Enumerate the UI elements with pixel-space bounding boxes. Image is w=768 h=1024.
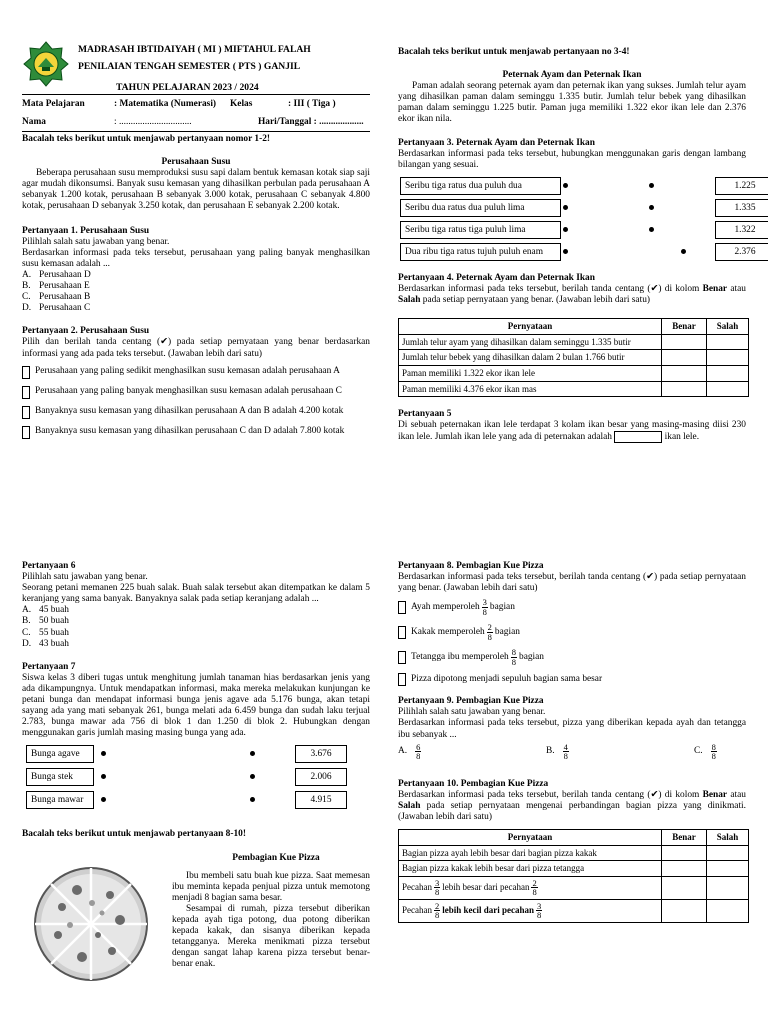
- q2-item-2[interactable]: Perusahaan yang paling banyak menghasilkan susu kemasan adalah perusahaan C: [22, 386, 370, 399]
- q7-dot-left-3[interactable]: [101, 797, 106, 802]
- q3-dot-right-3[interactable]: [649, 227, 654, 232]
- q7-right-3[interactable]: 4.915: [295, 791, 347, 809]
- section2-text: Paman adalah seorang peternak ayam dan peternak ikan yang sukses. Jumlah telur ayam yang dihasilkan paman dalam seminggu 1.335 butir. Jumlah telur bebek yang dihasilkan paman dalam seminggu 1.225 butir. Paman juga memiliki 1.322 ekor ikan lele dan 2.376 ekor ikan nila.: [398, 81, 746, 125]
- q10-table: Pernyataan Benar Salah Bagian pizza ayah lebih besar dari bagian pizza kakak Bagian pizza kakak lebih besar dari pizza tetangga Pecahan $\frac{3}{8}$ lebih besar dari pecahan $\frac{2}{8}$ Pecahan $\frac{2}{8}$ lebih kecil dari pecahan $\frac{3}{8}$: [398, 829, 749, 923]
- left-bottom-column: [22, 561, 370, 993]
- section3-title: Pembagian Kue Pizza: [232, 852, 320, 863]
- q6-option-a[interactable]: A. 45 buah: [22, 605, 69, 616]
- q6-option-d[interactable]: D. 43 buah: [22, 638, 69, 649]
- school-logo-icon: [22, 40, 70, 88]
- q6-text: Seorang petani memanen 225 buah salak. Buah salak tersebut akan ditempatkan ke dalam 5 keranjang yang sama banyak. Banyaknya salak pada setiap keranjang adalah ...: [22, 583, 370, 605]
- q1-instruction: Pilihlah salah satu jawaban yang benar.: [22, 236, 170, 247]
- q6-option-c[interactable]: C. 55 buah: [22, 627, 69, 638]
- checkbox[interactable]: [398, 673, 406, 686]
- q1-option-d[interactable]: D. Perusahaan C: [22, 303, 91, 314]
- q7-right-1[interactable]: 3.676: [295, 745, 347, 763]
- benar-cell[interactable]: [662, 350, 707, 366]
- salah-cell[interactable]: [706, 334, 748, 350]
- checkbox[interactable]: [22, 366, 30, 379]
- table-row: Bagian pizza kakak lebih besar dari pizza tetangga: [399, 861, 749, 877]
- q3-text: Berdasarkan informasi pada teks tersebut, hubungkan menggunakan garis dengan lambang bilangan yang sesuai.: [398, 148, 746, 170]
- q7-right-2[interactable]: 2.006: [295, 768, 347, 786]
- q3-right-3[interactable]: 1.322: [715, 221, 768, 239]
- benar-cell[interactable]: [662, 861, 707, 877]
- table-row: Jumlah telur bebek yang dihasilkan dalam 2 bulan 1.766 butir: [399, 350, 749, 366]
- checkbox[interactable]: [398, 651, 406, 664]
- salah-cell[interactable]: [706, 899, 748, 922]
- q3-right-4[interactable]: 2.376: [715, 243, 768, 261]
- right-top-column: [398, 47, 756, 444]
- q7-title: Pertanyaan 7: [22, 661, 76, 672]
- date-field[interactable]: Hari/Tanggal : ...................: [258, 117, 364, 127]
- q7-left-3[interactable]: Bunga mawar: [26, 791, 94, 809]
- school-name: MADRASAH IBTIDAIYAH ( MI ) MIFTAHUL FALAH: [78, 44, 311, 55]
- name-field[interactable]: : ...............................: [114, 117, 192, 127]
- school-header: [22, 40, 370, 98]
- q7-dot-right-3[interactable]: [250, 797, 255, 802]
- q1-option-b[interactable]: B. Perusahaan E: [22, 281, 90, 292]
- checkbox[interactable]: [22, 406, 30, 419]
- q10-title: Pertanyaan 10. Pembagian Kue Pizza: [398, 778, 549, 789]
- table-row: Bagian pizza ayah lebih besar dari bagian pizza kakak: [399, 845, 749, 861]
- section1-title: Perusahaan Susu: [161, 157, 231, 168]
- q7-dot-right-2[interactable]: [250, 774, 255, 779]
- q3-dot-left-4[interactable]: [563, 249, 568, 254]
- q3-dot-right-1[interactable]: [649, 183, 654, 188]
- salah-cell[interactable]: [706, 365, 748, 381]
- q3-left-2[interactable]: Seribu dua ratus dua puluh lima: [400, 199, 561, 217]
- section2-intro: Bacalah teks berikut untuk menjawab pertanyaan no 3-4!: [398, 47, 630, 57]
- q1-option-a[interactable]: A. Perusahaan D: [22, 269, 91, 280]
- section3-paragraph-1: Ibu membeli satu buah kue pizza. Saat memesan ibu meminta kepada penjual pizza untuk memotong menjadi 8 bagian sama besar.: [172, 870, 370, 903]
- exam-name: PENILAIAN TENGAH SEMESTER ( PTS ) GANJIL: [78, 61, 301, 73]
- class-label: Kelas: [230, 99, 253, 109]
- student-info: [22, 99, 370, 131]
- right-bottom-column: [398, 561, 746, 923]
- salah-cell[interactable]: [706, 845, 748, 861]
- name-label: Nama: [22, 117, 46, 127]
- q9-instruction: Pilihlah salah satu jawaban yang benar.: [398, 707, 546, 718]
- q10-text: Berdasarkan informasi pada teks tersebut, berilah tanda centang (✔) di kolom Benar atau Salah pada setiap pernyataan mengenai perbandingan bagian pizza yang dinikmati. (Jawaban lebih dari satu): [398, 789, 746, 822]
- table-row: Paman memiliki 4.376 ekor ikan mas: [399, 381, 749, 397]
- section2-title: Peternak Ayam dan Peternak Ikan: [502, 70, 642, 81]
- q9-option-c[interactable]: C. $\frac{8}{8}$: [694, 741, 716, 762]
- salah-cell[interactable]: [706, 876, 748, 899]
- q4-title: Pertanyaan 4. Peternak Ayam dan Peternak Ikan: [398, 272, 595, 283]
- q9-option-a[interactable]: A. $\frac{6}{8}$: [398, 741, 421, 762]
- section1-text: Beberapa perusahaan susu memproduksi susu sapi dalam bentuk kemasan kotak siap saji agar mudah dikonsumsi. Banyak susu kemasan yang dihasilkan perbulan pada perusahaan A sebanyak 1.200 kotak, perusahaan B sebanyak 3.000 kotak, perusahaan C sebanyak 4.800 kotak, perusahaan D sebanyak 3.250 kotak, dan perusahaan E sebanyak 2.200 kotak.: [22, 168, 370, 212]
- academic-year: TAHUN PELAJARAN 2023 / 2024: [116, 81, 259, 93]
- checkbox[interactable]: [398, 626, 406, 639]
- q3-left-4[interactable]: Dua ribu tiga ratus tujuh puluh enam: [400, 243, 561, 261]
- q3-right-1[interactable]: 1.225: [715, 177, 768, 195]
- benar-cell[interactable]: [662, 876, 707, 899]
- salah-cell[interactable]: [706, 381, 748, 397]
- q6-option-b[interactable]: B. 50 buah: [22, 616, 69, 627]
- benar-cell[interactable]: [662, 845, 707, 861]
- q9-title: Pertanyaan 9. Pembagian Kue Pizza: [398, 696, 544, 707]
- q8-item-1[interactable]: Ayah memperoleh $\frac{3}{8}$ bagian: [398, 598, 746, 616]
- q3-dot-left-1[interactable]: [563, 183, 568, 188]
- table-row: Jumlah telur ayam yang dihasilkan dalam seminggu 1.335 butir: [399, 334, 749, 350]
- benar-cell[interactable]: [662, 899, 707, 922]
- checkbox[interactable]: [22, 426, 30, 439]
- q9-options: [398, 743, 746, 769]
- fraction: $\frac{3}{8}$: [482, 597, 487, 617]
- left-top-column: [22, 40, 370, 446]
- q3-dot-left-2[interactable]: [563, 205, 568, 210]
- table-row: Pecahan $\frac{2}{8}$ lebih kecil dari pecahan $\frac{3}{8}$: [399, 899, 749, 922]
- class-value: : III ( Tiga ): [288, 99, 336, 109]
- q2-item-3[interactable]: Banyaknya susu kemasan yang dihasilkan perusahaan A dan B adalah 4.200 kotak: [22, 406, 370, 419]
- q2-title: Pertanyaan 2. Perusahaan Susu: [22, 326, 150, 337]
- q7-matching: [22, 745, 370, 817]
- q9-text: Berdasarkan informasi pada teks tersebut, pizza yang diberikan kepada ayah dan tetangga ibu sebanyak ...: [398, 718, 746, 740]
- q7-text: Siswa kelas 3 diberi tugas untuk menghitung jumlah tanaman hias berdasarkan jenis yang ada dikampungnya. Untuk mendapatkan informasi, maka mereka melakukan kunjungan ke petani bunga dan mendapat informasi bunga jenis agave ada 5.176 bunga, akan tetapi sayang ada yang mati sebanyak 261, bunga melati ada 6.459 bunga dan sudah laku terjual 2.783, bunga mawar ada 756 di blok 1 dan 1.250 di blok 2. Hubungkan dengan menggunakan garis jumlah masing masing bunga yang ada.: [22, 672, 370, 739]
- q3-dot-right-2[interactable]: [649, 205, 654, 210]
- section3-intro: Bacalah teks berikut untuk menjawab pertanyaan 8-10!: [22, 829, 246, 840]
- table-row: Paman memiliki 1.322 ekor ikan lele: [399, 365, 749, 381]
- q5-title: Pertanyaan 5: [398, 409, 452, 420]
- q7-dot-right-1[interactable]: [250, 751, 255, 756]
- salah-cell[interactable]: [706, 861, 748, 877]
- q6-instruction: Pilihlah satu jawaban yang benar.: [22, 572, 148, 583]
- q8-text: Berdasarkan informasi pada teks tersebut, berilah tanda centang (✔) pada setiap pernyataan yang benar. (Jawaban lebih dari satu): [398, 572, 746, 594]
- subject-label: Mata Pelajaran: [22, 99, 85, 109]
- benar-cell[interactable]: [662, 365, 707, 381]
- q5-text: Di sebuah peternakan ikan lele terdapat 3 kolam ikan besar yang masing-masing diisi 230 ikan lele. Jumlah ikan lele yang ada di peternakan adalah ikan lele.: [398, 420, 746, 443]
- q2-item-1[interactable]: Perusahaan yang paling sedikit menghasilkan susu kemasan adalah perusahaan A: [22, 366, 370, 379]
- q8-item-2[interactable]: Kakak memperoleh $\frac{2}{8}$ bagian: [398, 623, 746, 641]
- q1-title: Pertanyaan 1. Perusahaan Susu: [22, 225, 150, 236]
- subject-value: : Matematika (Numerasi): [114, 99, 217, 109]
- q8-item-3[interactable]: Tetangga ibu memperoleh $\frac{8}{8}$ bagian: [398, 648, 746, 666]
- checkbox[interactable]: [22, 386, 30, 399]
- q7-left-2[interactable]: Bunga stek: [26, 768, 94, 786]
- q7-dot-left-2[interactable]: [101, 774, 106, 779]
- q3-matching: [398, 177, 756, 267]
- q3-dot-left-3[interactable]: [563, 227, 568, 232]
- q3-left-3[interactable]: Seribu tiga ratus tiga puluh lima: [400, 221, 561, 239]
- pizza-illustration: [32, 865, 150, 983]
- benar-cell[interactable]: [662, 334, 707, 350]
- q9-option-b[interactable]: B. $\frac{4}{8}$: [546, 741, 568, 762]
- q3-title: Pertanyaan 3. Peternak Ayam dan Peternak Ikan: [398, 137, 595, 148]
- table-row: Pecahan $\frac{3}{8}$ lebih besar dari pecahan $\frac{2}{8}$: [399, 876, 749, 899]
- q2-text: Pilih dan berilah tanda centang (✔) pada setiap pernyataan yang benar berdasarkan informasi yang ada pada teks tersebut. (Jawaban lebih dari satu): [22, 337, 370, 359]
- q7-left-1[interactable]: Bunga agave: [26, 745, 94, 763]
- section3-paragraph-2: Sesampai di rumah, pizza tersebut diberikan kepada ayah tiga potong, dua potong diberikan kepada kakak, dan sisanya diberikan kepada tetangganya. Mereka menikmati pizza tersebut dengan sangat lahap karena pizza tersebut benar-benar enak.: [172, 903, 370, 970]
- salah-cell[interactable]: [706, 350, 748, 366]
- q3-right-2[interactable]: 1.335: [715, 199, 768, 217]
- q8-item-4[interactable]: Pizza dipotong menjadi sepuluh bagian sama besar: [398, 673, 746, 686]
- q3-left-1[interactable]: Seribu tiga ratus dua puluh dua: [400, 177, 561, 195]
- q5-answer-box[interactable]: [614, 431, 662, 443]
- fraction: $\frac{2}{8}$: [487, 622, 492, 642]
- q7-dot-left-1[interactable]: [101, 751, 106, 756]
- q2-item-4[interactable]: Banyaknya susu kemasan yang dihasilkan perusahaan C dan D adalah 7.800 kotak: [22, 426, 370, 439]
- q1-option-c[interactable]: C. Perusahaan B: [22, 292, 91, 303]
- pizza-story: [22, 853, 370, 993]
- q4-table: Pernyataan Benar Salah Jumlah telur ayam yang dihasilkan dalam seminggu 1.335 butir Jumlah telur bebek yang dihasilkan dalam 2 bulan 1.766 butir Paman memiliki 1.322 ekor ikan lele Paman memiliki 4.376 ekor ikan mas: [398, 318, 749, 397]
- section1-intro: Bacalah teks berikut untuk menjawab pertanyaan nomor 1-2!: [22, 134, 271, 144]
- checkbox[interactable]: [398, 601, 406, 614]
- q3-dot-right-4[interactable]: [681, 249, 686, 254]
- q1-text: Berdasarkan informasi pada teks tersebut, perusahaan yang paling banyak menghasilkan susu kemasan adalah ...: [22, 247, 370, 269]
- q8-title: Pertanyaan 8. Pembagian Kue Pizza: [398, 561, 544, 571]
- fraction: $\frac{8}{8}$: [511, 647, 516, 667]
- q4-text: Berdasarkan informasi pada teks tersebut, berilah tanda centang (✔) di kolom Benar atau Salah pada setiap pernyataan yang benar. (Jawaban lebih dari satu): [398, 283, 746, 306]
- q6-title: Pertanyaan 6: [22, 561, 76, 571]
- benar-cell[interactable]: [662, 381, 707, 397]
